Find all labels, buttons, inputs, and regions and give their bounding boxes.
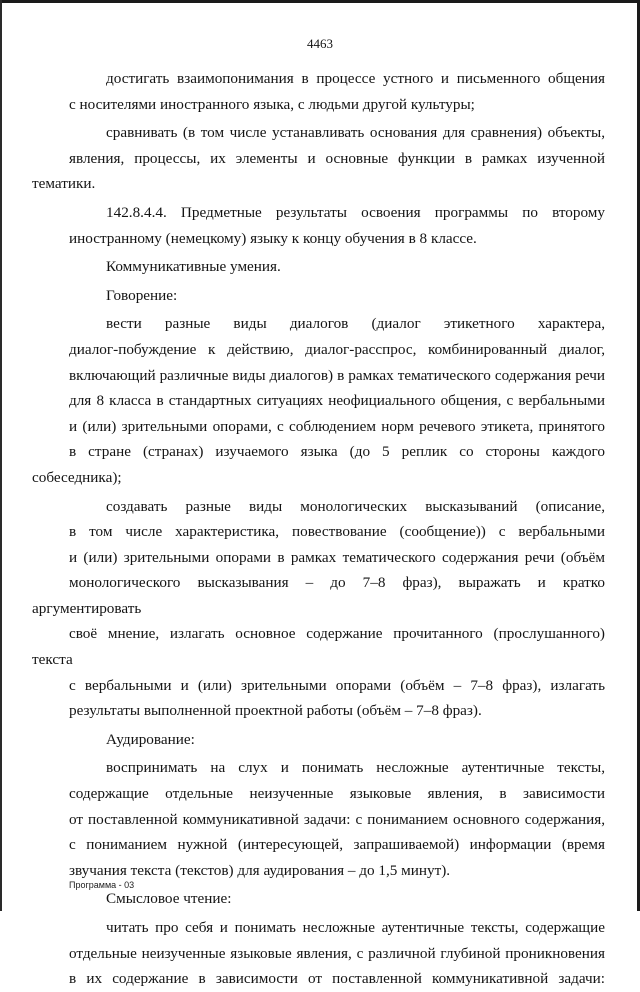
text-line: содержащие отдельные неизученные языковые явления, в зависимости xyxy=(69,785,605,803)
text-line: с пониманием нужной (интересующей, запрашиваемой) информации (время xyxy=(69,836,605,854)
text-line: в их содержание в зависимости от поставленной коммуникативной задачи: xyxy=(69,970,605,988)
text-line: результаты выполненной проектной работы (объём – 7–8 фраз). xyxy=(69,702,482,720)
text-line: звучания текста (текстов) для аудирования – до 1,5 минут). xyxy=(69,861,451,879)
section-heading xyxy=(69,283,605,309)
text-line: 142.8.4.4. Предметные результаты освоения программы по второму xyxy=(106,203,605,221)
paragraph xyxy=(32,120,605,197)
text-line: и (или) зрительными опорами в рамках тематического содержания речи (объём xyxy=(69,548,605,566)
paragraph xyxy=(69,66,605,117)
text-line: достигать взаимопонимания в процессе устного и письменного общения xyxy=(106,70,605,87)
section-heading xyxy=(69,254,605,280)
paragraph xyxy=(32,311,605,490)
text-line: Аудирование: xyxy=(106,730,195,748)
text-line: иностранному (немецкому) языку к концу обучения в 8 классе. xyxy=(69,229,477,247)
text-line: создавать разные виды монологических высказываний (описание, xyxy=(106,497,605,515)
paragraph xyxy=(69,755,605,883)
text-line: в том числе характеристика, повествование (сообщение)) с вербальными xyxy=(69,523,605,541)
text-line: явления, процессы, их элементы и основные функции в рамках изученной тематики. xyxy=(32,149,605,193)
text-line: в стране (странах) изучаемого языка (до 5 реплик со стороны каждого собеседника); xyxy=(32,443,605,486)
section-heading xyxy=(69,886,605,912)
body-text xyxy=(32,66,605,992)
text-line: монологического высказывания – до 7–8 фраз), выражать и кратко аргументировать xyxy=(32,574,605,617)
paragraph xyxy=(69,200,605,251)
text-line: воспринимать на слух и понимать несложные аутентичные тексты, xyxy=(106,759,605,777)
section-heading xyxy=(69,727,605,753)
text-line: Смысловое чтение: xyxy=(106,890,232,908)
text-line: для 8 класса в стандартных ситуациях неофициального общения, с вербальными xyxy=(69,392,605,410)
scan-edge-top xyxy=(0,0,640,3)
text-line: читать про себя и понимать несложные аутентичные тексты, содержащие xyxy=(106,919,605,936)
text-line: от поставленной коммуникативной задачи: с пониманием основного содержания, xyxy=(69,810,605,828)
text-line: диалог-побуждение к действию, диалог-расспрос, комбинированный диалог, xyxy=(69,340,605,358)
paragraph xyxy=(69,915,605,992)
text-line: Говорение: xyxy=(106,286,178,304)
text-line: вести разные виды диалогов (диалог этикетного характера, xyxy=(106,315,605,333)
text-line: своё мнение, излагать основное содержание прочитанного (прослушанного) текста xyxy=(32,625,605,669)
page-number: 4463 xyxy=(307,36,333,51)
paragraph xyxy=(32,494,605,724)
text-line: сравнивать (в том числе устанавливать основания для сравнения) объекты, xyxy=(106,124,605,142)
footer-label: Программа - 03 xyxy=(69,880,135,890)
scan-edge-left xyxy=(0,0,2,911)
text-line: с вербальными и (или) зрительными опорами (объём – 7–8 фраз), излагать xyxy=(69,676,605,694)
text-line: с носителями иностранного языка, с людьми другой культуры; xyxy=(69,95,475,113)
text-line: отдельные неизученные языковые явления, с различной глубиной проникновения xyxy=(69,944,605,962)
text-line: и (или) зрительными опорами, с соблюдением норм речевого этикета, принятого xyxy=(69,417,605,435)
text-line: Коммуникативные умения. xyxy=(106,258,281,276)
text-line: включающий различные виды диалогов) в рамках тематического содержания речи xyxy=(69,366,605,384)
